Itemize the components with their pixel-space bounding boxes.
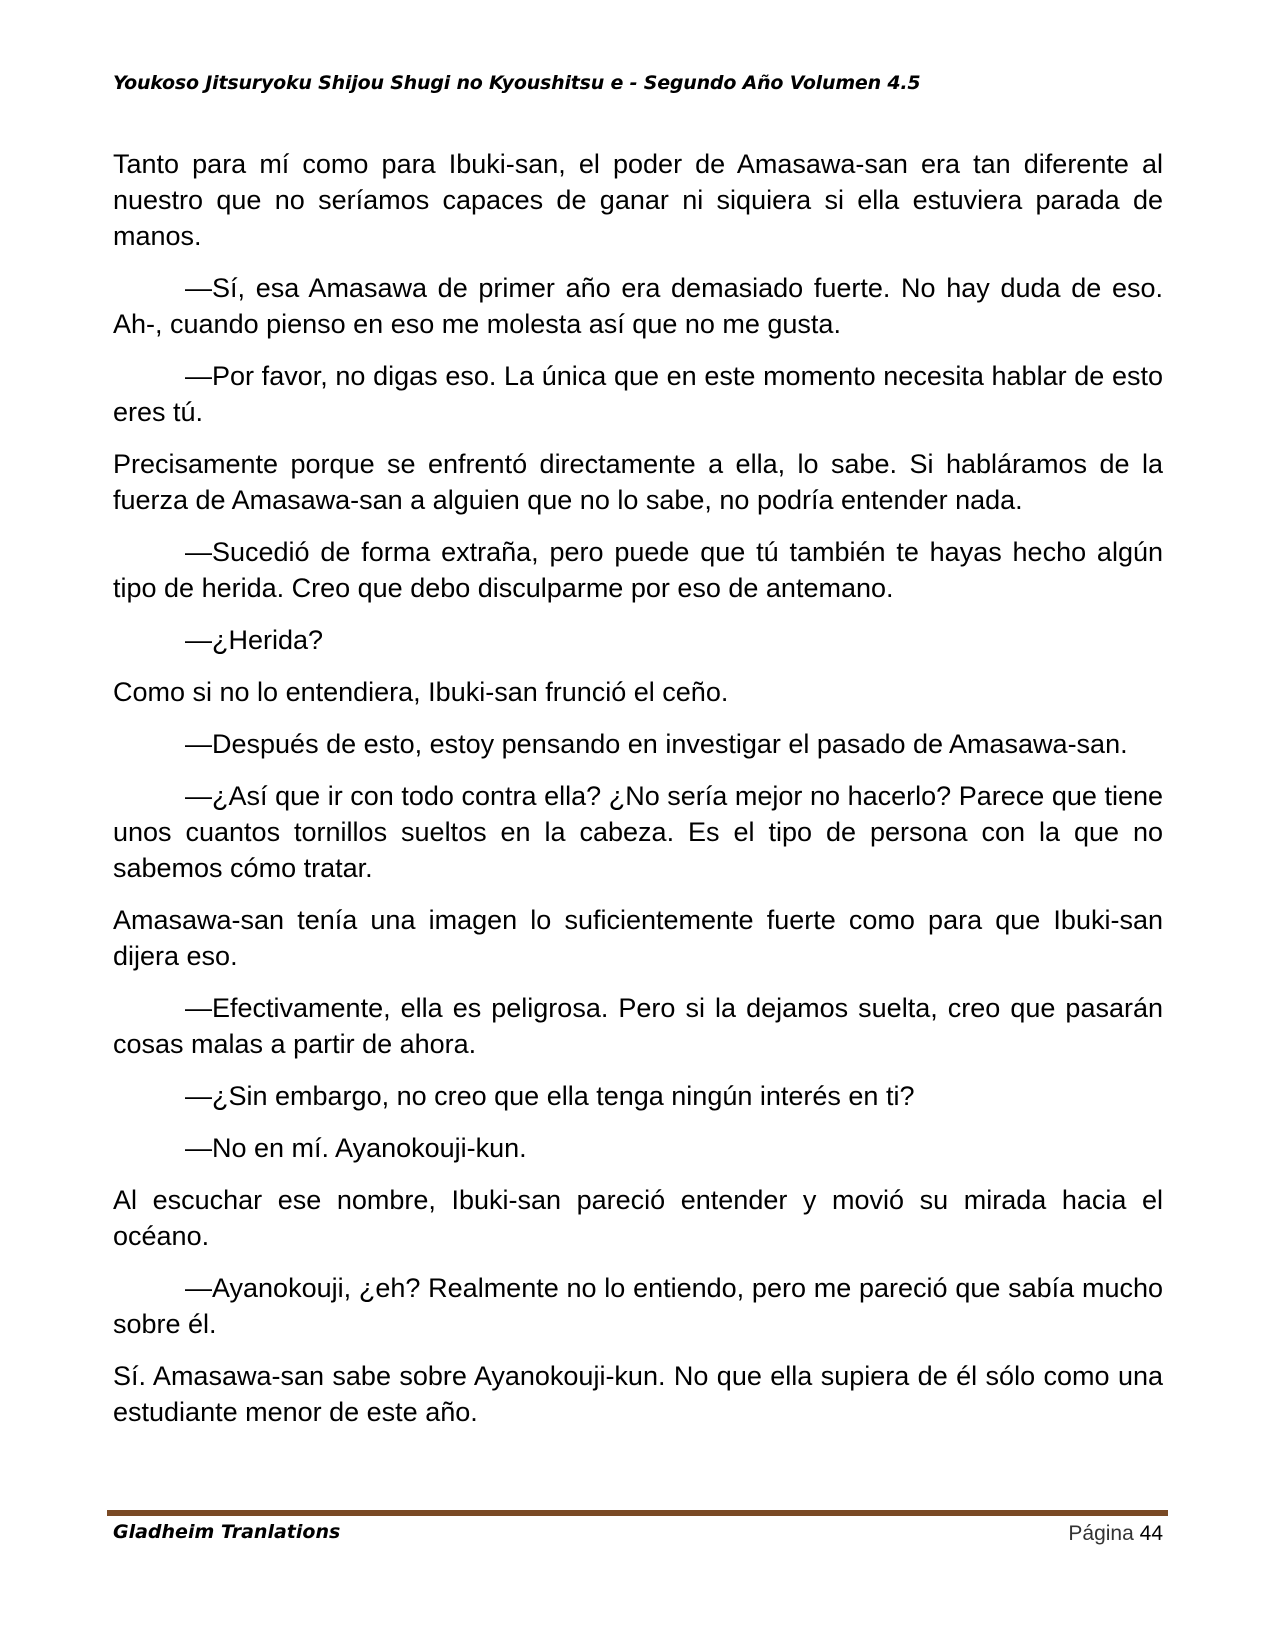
- dialogue-paragraph: —¿Sin embargo, no creo que ella tenga ningún interés en ti?: [185, 1081, 915, 1111]
- page-number: 44: [1139, 1522, 1163, 1545]
- dialogue-paragraph: —¿Herida?: [185, 625, 324, 655]
- paragraph: Tanto para mí como para Ibuki-san, el poder de Amasawa-san era tan diferente al nuestro que no seríamos capaces de ganar ni siquiera si ella estuviera parada de manos.: [113, 149, 1163, 251]
- dialogue-paragraph: —Sí, esa Amasawa de primer año era demasiado fuerte. No hay duda de eso. Ah-, cuando pienso en eso me molesta así que no me gusta.: [113, 273, 1163, 339]
- page-number-block: [1068, 1522, 1163, 1546]
- paragraph: Sí. Amasawa-san sabe sobre Ayanokouji-kun. No que ella supiera de él sólo como una estudiante menor de este año.: [113, 1361, 1163, 1427]
- dialogue-paragraph: —¿Así que ir con todo contra ella? ¿No sería mejor no hacerlo? Parece que tiene unos cuantos tornillos sueltos en la cabeza. Es el tipo de persona con la que no sabemos cómo tratar.: [113, 781, 1163, 883]
- body-text: [113, 146, 1163, 1446]
- paragraph: Precisamente porque se enfrentó directamente a ella, lo sabe. Si habláramos de la fuerza de Amasawa-san a alguien que no lo sabe, no podría entender nada.: [113, 449, 1163, 515]
- translator-credit: Gladheim Tranlations: [113, 1521, 341, 1543]
- paragraph: Amasawa-san tenía una imagen lo suficientemente fuerte como para que Ibuki-san dijera eso.: [113, 905, 1163, 971]
- dialogue-paragraph: —Sucedió de forma extraña, pero puede que tú también te hayas hecho algún tipo de herida. Creo que debo disculparme por eso de antemano.: [113, 537, 1163, 603]
- dialogue-paragraph: —Efectivamente, ella es peligrosa. Pero si la dejamos suelta, creo que pasarán cosas malas a partir de ahora.: [113, 993, 1163, 1059]
- paragraph: Como si no lo entendiera, Ibuki-san frunció el ceño.: [113, 677, 729, 707]
- page-label: Página: [1068, 1522, 1134, 1545]
- dialogue-paragraph: —Ayanokouji, ¿eh? Realmente no lo entiendo, pero me pareció que sabía mucho sobre él.: [113, 1273, 1163, 1339]
- dialogue-paragraph: —Después de esto, estoy pensando en investigar el pasado de Amasawa-san.: [185, 729, 1128, 759]
- running-header: Youkoso Jitsuryoku Shijou Shugi no Kyoushitsu e - Segundo Año Volumen 4.5: [113, 72, 921, 94]
- paragraph: Al escuchar ese nombre, Ibuki-san pareció entender y movió su mirada hacia el océano.: [113, 1185, 1163, 1251]
- dialogue-paragraph: —No en mí. Ayanokouji-kun.: [185, 1133, 527, 1163]
- footer-divider: [107, 1510, 1168, 1516]
- dialogue-paragraph: —Por favor, no digas eso. La única que en este momento necesita hablar de esto eres tú.: [113, 361, 1163, 427]
